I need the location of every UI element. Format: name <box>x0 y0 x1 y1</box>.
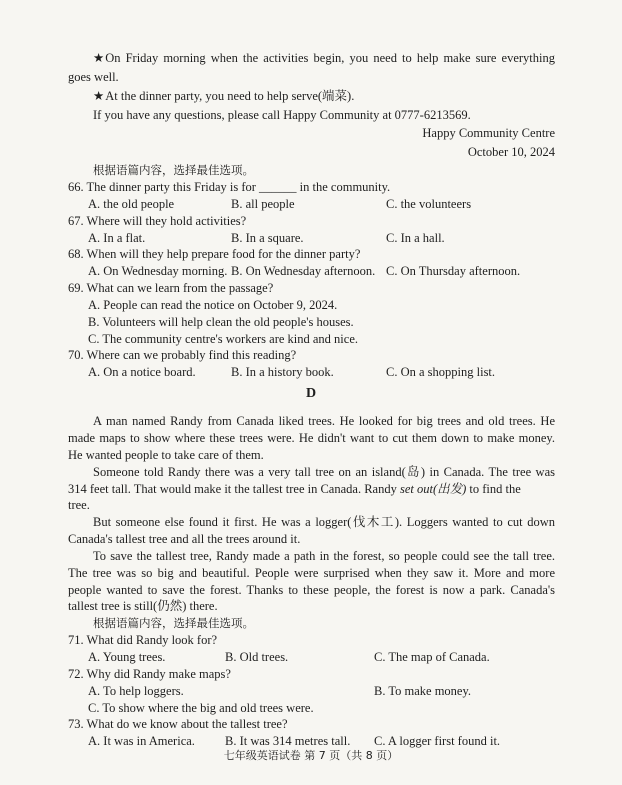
passage-line: made maps to show where these trees were. He didn't want to cut them down to make money. <box>68 431 555 445</box>
notice-date: October 10, 2024 <box>467 145 555 159</box>
option-c: C. To show where the big and old trees were. <box>88 701 314 715</box>
page-footer: 七年级英语试卷 第 7 页（共 8 页） <box>223 749 399 762</box>
notice-star1-line2: goes well. <box>68 70 119 84</box>
option-c: C. On Thursday afternoon. <box>386 264 521 278</box>
passage-line: tree. <box>68 498 90 512</box>
passage-line: But someone else found it first. He was a logger(伐木工). Loggers wanted to cut down <box>93 515 555 529</box>
option-c: C. The community centre's workers are kind and nice. <box>88 332 358 346</box>
question-stem: 68. When will they help prepare food for the dinner party? <box>68 247 361 261</box>
option-a: A. People can read the notice on October 9, 2024. <box>88 298 338 312</box>
passage-line <box>68 481 521 497</box>
question-stem: 73. What do we know about the tallest tree? <box>68 717 288 731</box>
passage-line: A man named Randy from Canada liked trees. He looked for big trees and old trees. He <box>93 414 555 428</box>
passage-line: Someone told Randy there was a very tall tree on an island(岛) in Canada. The tree was <box>93 465 555 479</box>
question-stem: 67. Where will they hold activities? <box>68 214 247 228</box>
passage-line: tallest tree is still(仍然) there. <box>68 599 218 613</box>
section-heading-d: D <box>305 386 317 401</box>
star-icon: ★ <box>93 89 105 103</box>
passage-line: He wanted people to take care of them. <box>68 448 264 462</box>
option-c: C. A logger first found it. <box>374 734 501 748</box>
option-a: A. In a flat. <box>88 231 146 245</box>
option-b: B. It was 314 metres tall. <box>225 734 351 748</box>
option-a: A. the old people <box>88 197 175 211</box>
option-b: B. On Wednesday afternoon. <box>231 264 376 278</box>
option-c: C. In a hall. <box>386 231 445 245</box>
passage-line: The tree was so big and beautiful. People were surprised when they saw it. More and more <box>68 566 555 580</box>
option-a: A. On Wednesday morning. <box>88 264 228 278</box>
option-a: A. Young trees. <box>88 650 166 664</box>
question-stem: 72. Why did Randy make maps? <box>68 667 231 681</box>
star-icon: ★ <box>93 51 105 65</box>
notice-text: At the dinner party, you need to help serve(端菜). <box>105 89 355 103</box>
passage-text: 314 feet tall. That would make it the tallest tree in Canada. Randy <box>68 482 400 496</box>
instruction-d: 根据语篇内容，选择最佳选项。 <box>93 616 254 630</box>
option-b: B. Volunteers will help clean the old people's houses. <box>88 315 354 329</box>
notice-contact: If you have any questions, please call Happy Community at 0777-6213569. <box>93 108 471 122</box>
notice-signature: Happy Community Centre <box>422 126 555 140</box>
option-b: B. In a square. <box>231 231 304 245</box>
notice-text: On Friday morning when the activities begin, you need to help make sure everything <box>105 51 555 65</box>
question-stem: 69. What can we learn from the passage? <box>68 281 274 295</box>
instruction-c: 根据语篇内容，选择最佳选项。 <box>93 163 254 177</box>
question-stem: 70. Where can we probably find this reading? <box>68 348 297 362</box>
option-a: A. To help loggers. <box>88 684 184 698</box>
option-b: B. all people <box>231 197 295 211</box>
option-c: C. On a shopping list. <box>386 365 496 379</box>
option-c: C. the volunteers <box>386 197 472 211</box>
passage-line: Canada's tallest tree and all the trees around it. <box>68 532 301 546</box>
notice-star1-line1 <box>93 50 555 66</box>
option-b: B. Old trees. <box>225 650 289 664</box>
passage-text: to find the <box>466 482 521 496</box>
phrase-set-out: set out(出发) <box>399 482 467 496</box>
question-stem: 71. What did Randy look for? <box>68 633 218 647</box>
option-b: B. To make money. <box>374 684 472 698</box>
question-stem: 66. The dinner party this Friday is for ______ in the community. <box>68 180 391 194</box>
option-b: B. In a history book. <box>231 365 334 379</box>
option-a: A. On a notice board. <box>88 365 196 379</box>
notice-star2 <box>93 88 354 104</box>
option-c: C. The map of Canada. <box>374 650 490 664</box>
passage-line: people wanted to save the forest. Thanks to these people, the forest is now a park. Canada's <box>68 583 555 597</box>
option-a: A. It was in America. <box>88 734 195 748</box>
passage-line: To save the tallest tree, Randy made a path in the forest, so people could see the tall tree. <box>93 549 555 563</box>
